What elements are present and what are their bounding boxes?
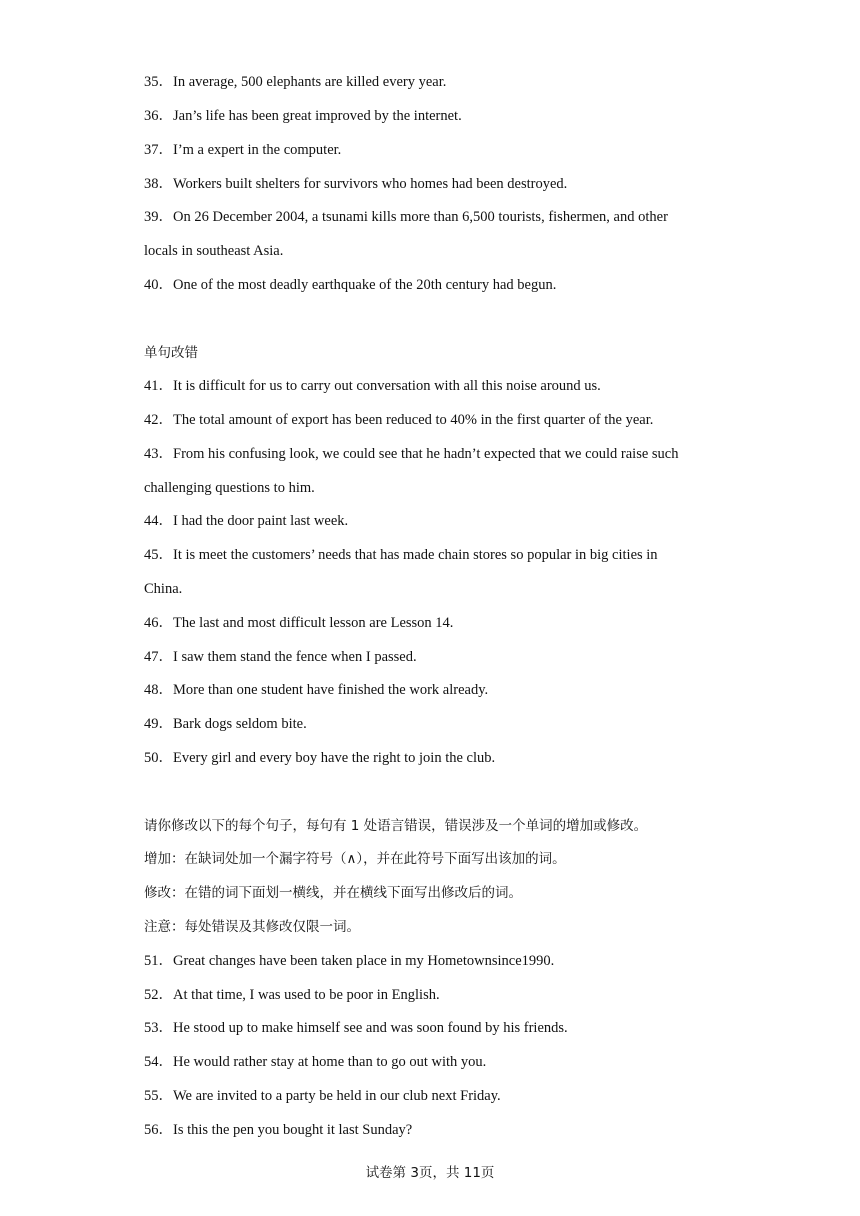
question-48: 48．More than one student have finished the work already. — [144, 682, 489, 698]
question-43-continuation: challenging questions to him. — [144, 480, 315, 496]
question-51: 51．Great changes have been taken place in my Hometownsince1990. — [144, 953, 555, 969]
question-40: 40．One of the most deadly earthquake of the 20th century had begun. — [144, 277, 557, 293]
question-44: 44．I had the door paint last week. — [144, 513, 349, 529]
question-36: 36．Jan’s life has been great improved by the internet. — [144, 108, 462, 124]
question-39: 39．On 26 December 2004, a tsunami kills more than 6,500 tourists, fishermen, and other — [144, 209, 668, 225]
section-heading: 单句改错 — [144, 345, 198, 361]
question-45-continuation: China. — [144, 581, 183, 597]
question-39-continuation: locals in southeast Asia. — [144, 243, 284, 259]
question-54: 54．He would rather stay at home than to go out with you. — [144, 1054, 487, 1070]
question-37: 37．I’m a expert in the computer. — [144, 142, 342, 158]
question-50: 50．Every girl and every boy have the right to join the club. — [144, 750, 496, 766]
question-43: 43．From his confusing look, we could see that he hadn’t expected that we could raise such — [144, 446, 679, 462]
question-45: 45．It is meet the customers’ needs that has made chain stores so popular in big cities in — [144, 547, 658, 563]
question-47: 47．I saw them stand the fence when I passed. — [144, 649, 417, 665]
question-55: 55．We are invited to a party be held in our club next Friday. — [144, 1088, 501, 1104]
question-53: 53．He stood up to make himself see and was soon found by his friends. — [144, 1020, 568, 1036]
question-46: 46．The last and most difficult lesson are Lesson 14. — [144, 615, 454, 631]
instruction-line: 注意：每处错误及其修改仅限一词。 — [144, 919, 360, 935]
page-footer: 试卷第 3页，共 11页 — [365, 1165, 495, 1181]
question-49: 49．Bark dogs seldom bite. — [144, 716, 307, 732]
instruction-line: 增加：在缺词处加一个漏字符号（∧），并在此符号下面写出该加的词。 — [144, 851, 566, 867]
question-56: 56．Is this the pen you bought it last Sunday? — [144, 1122, 413, 1138]
instruction-line: 请你修改以下的每个句子，每句有 1 处语言错误，错误涉及一个单词的增加或修改。 — [144, 818, 648, 834]
question-52: 52．At that time, I was used to be poor in English. — [144, 987, 440, 1003]
question-35: 35．In average, 500 elephants are killed every year. — [144, 74, 447, 90]
question-38: 38．Workers built shelters for survivors who homes had been destroyed. — [144, 176, 568, 192]
question-42: 42．The total amount of export has been reduced to 40% in the first quarter of the year. — [144, 412, 654, 428]
instruction-line: 修改：在错的词下面划一横线，并在横线下面写出修改后的词。 — [144, 885, 522, 901]
question-41: 41．It is difficult for us to carry out conversation with all this noise around us. — [144, 378, 601, 394]
